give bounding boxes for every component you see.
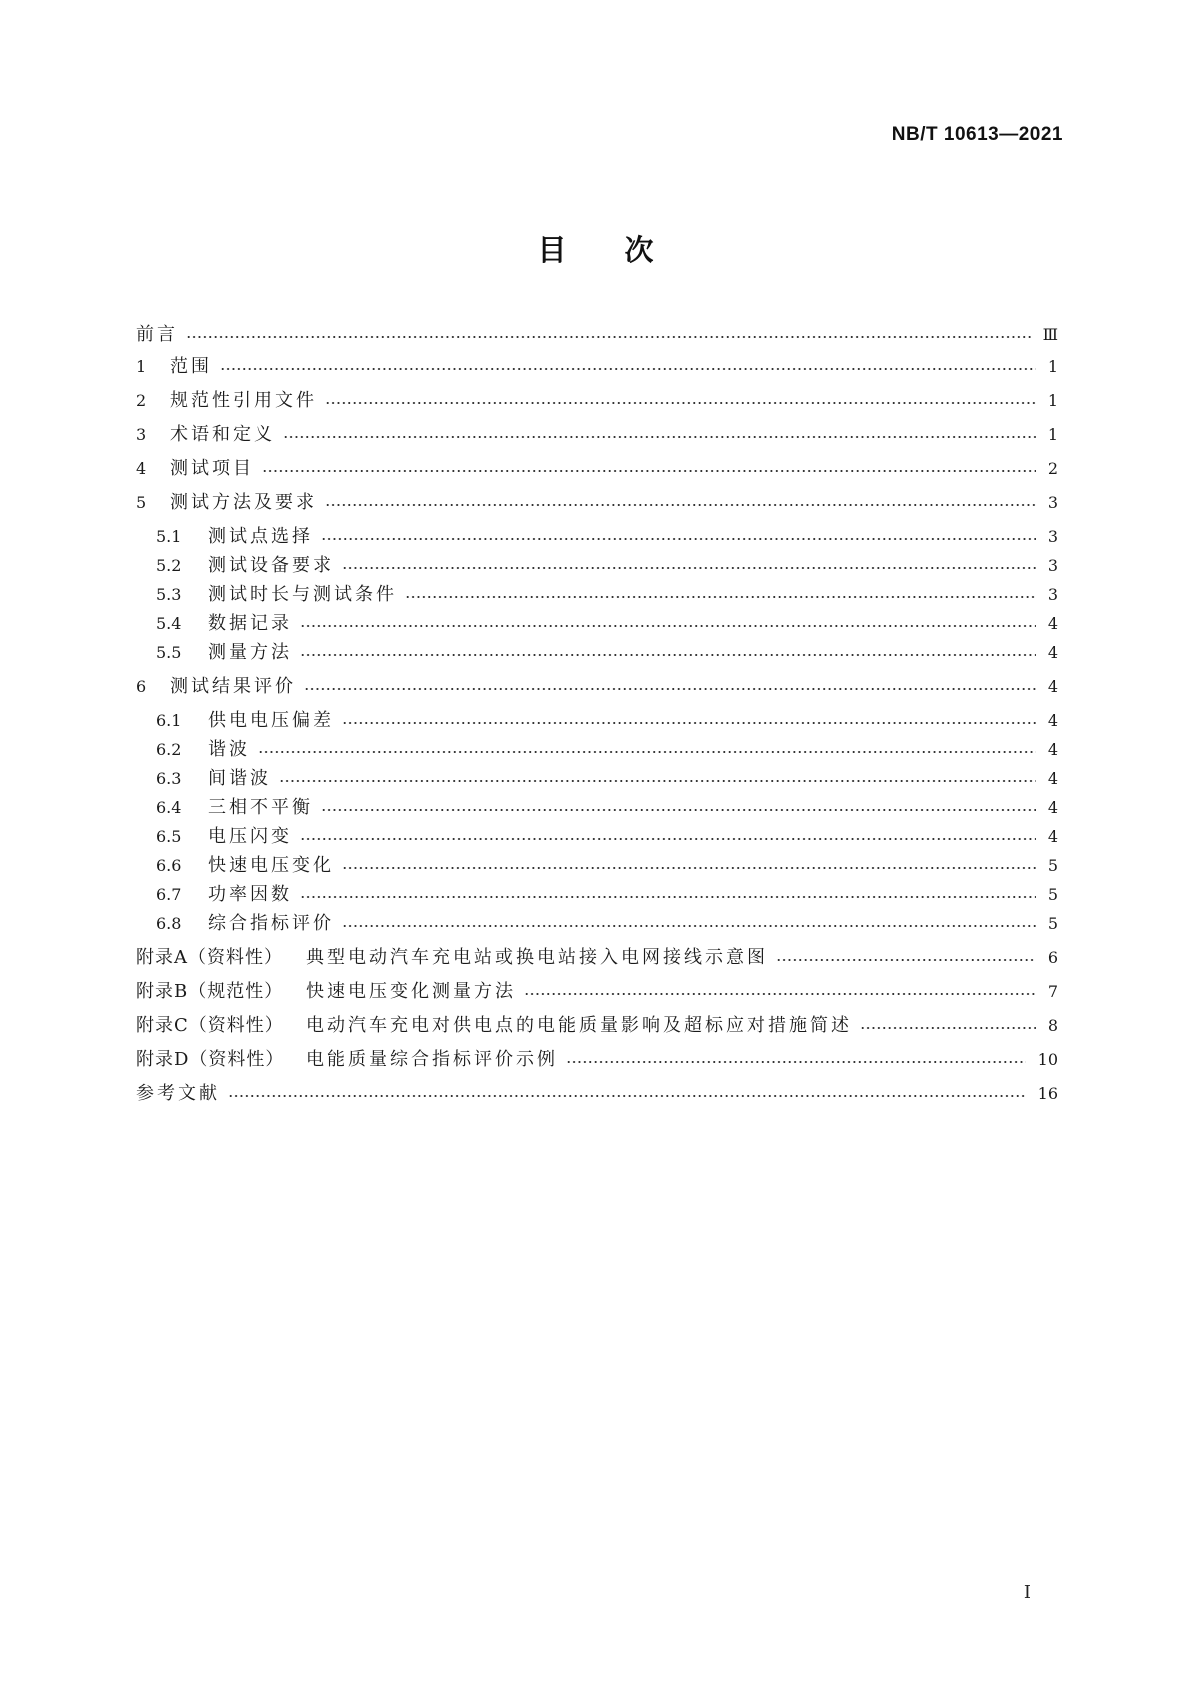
toc-entry-6-8[interactable]: [156, 911, 1058, 937]
toc-entry-6-1[interactable]: [156, 708, 1058, 734]
toc-entry-number: 5.4: [156, 614, 182, 633]
toc-entry-label: 数据记录: [208, 613, 292, 634]
toc-entry-label: 测试结果评价: [170, 676, 296, 697]
toc-entry-6-2[interactable]: [156, 737, 1058, 763]
toc-entry-number: 5.3: [156, 585, 182, 604]
toc-entry-label: 功率因数: [208, 884, 292, 905]
toc-entry-number: 6.2: [156, 740, 182, 759]
toc-entry-label: 测试时长与测试条件: [208, 584, 397, 605]
dot-leader: [342, 566, 1036, 570]
toc-entry-annex-a[interactable]: [136, 945, 1058, 971]
dot-leader: [220, 367, 1036, 371]
toc-entry-page: 2: [1047, 459, 1058, 478]
toc-entry-label: 三相不平衡: [208, 797, 313, 818]
toc-entry-page: 4: [1047, 614, 1058, 633]
toc-entry-6-6[interactable]: [156, 853, 1058, 879]
toc-entry-label: 间谐波: [208, 768, 271, 789]
toc-entry-foreword[interactable]: [136, 322, 1058, 348]
toc-entry-page: 4: [1047, 740, 1058, 759]
toc-entry-label: 综合指标评价: [208, 913, 334, 934]
toc-entry-number: 5.5: [156, 643, 182, 662]
toc-entry-label: 电能质量综合指标评价示例: [306, 1049, 558, 1070]
toc-entry-label: 测量方法: [208, 642, 292, 663]
toc-entry-page: 7: [1047, 982, 1058, 1001]
toc-entry-label: 快速电压变化: [208, 855, 334, 876]
toc-entry-page: 3: [1047, 527, 1058, 546]
dot-leader: [860, 1026, 1036, 1030]
toc-entry-6[interactable]: [136, 674, 1058, 700]
toc-entry-5-2[interactable]: [156, 553, 1058, 579]
dot-leader: [228, 1094, 1026, 1098]
dot-leader: [405, 595, 1036, 599]
toc-entry-5-5[interactable]: [156, 640, 1058, 666]
toc-entry-page: 4: [1047, 769, 1058, 788]
page-title: 目次: [537, 233, 712, 267]
toc-entry-page: 4: [1047, 798, 1058, 817]
toc-entry-page: 8: [1047, 1016, 1058, 1035]
dot-leader: [300, 653, 1036, 657]
toc-entry-page: 1: [1047, 391, 1058, 410]
toc-entry-number: 4: [136, 459, 147, 478]
toc-entry-references[interactable]: [136, 1081, 1058, 1107]
toc-entry-label: 谐波: [208, 739, 250, 760]
dot-leader: [325, 503, 1036, 507]
dot-leader: [279, 779, 1036, 783]
toc-entry-number: 6.4: [156, 798, 182, 817]
toc-entry-4[interactable]: [136, 456, 1058, 482]
toc-entry-page: 4: [1047, 827, 1058, 846]
dot-leader: [258, 750, 1036, 754]
toc-entry-number: 5: [136, 493, 147, 512]
dot-leader: [325, 401, 1036, 405]
dot-leader: [186, 335, 1031, 339]
toc-entry-page: 5: [1047, 856, 1058, 875]
toc-entry-page: 1: [1047, 425, 1058, 444]
dot-leader: [342, 866, 1036, 870]
toc-entry-page: 16: [1037, 1084, 1058, 1103]
toc-entry-number: 5.1: [156, 527, 182, 546]
toc-entry-label: 前言: [136, 324, 178, 345]
toc-entry-label: 测试方法及要求: [170, 492, 317, 513]
toc-entry-page: 5: [1047, 885, 1058, 904]
toc-entry-page: 6: [1047, 948, 1058, 967]
toc-entry-page: 3: [1047, 585, 1058, 604]
toc-entry-label: 参考文献: [136, 1083, 220, 1104]
toc-entry-annex-id: 附录C（资料性）: [136, 1015, 284, 1036]
toc-entry-1[interactable]: [136, 354, 1058, 380]
toc-entry-annex-id: 附录B（规范性）: [136, 981, 284, 1002]
toc-entry-label: 电动汽车充电对供电点的电能质量影响及超标应对措施简述: [306, 1015, 852, 1036]
toc-entry-number: 2: [136, 391, 147, 410]
dot-leader: [300, 895, 1036, 899]
toc-entry-number: 6.5: [156, 827, 182, 846]
toc-entry-label: 快速电压变化测量方法: [306, 981, 516, 1002]
dot-leader: [524, 992, 1036, 996]
toc-entry-label: 测试项目: [170, 458, 254, 479]
dot-leader: [300, 624, 1036, 628]
toc-entry-page: 3: [1047, 556, 1058, 575]
toc-entry-page: 10: [1037, 1050, 1058, 1069]
toc-entry-5-4[interactable]: [156, 611, 1058, 637]
toc-entry-label: 电压闪变: [208, 826, 292, 847]
dot-leader: [300, 837, 1036, 841]
toc-entry-page: 4: [1047, 643, 1058, 662]
toc-entry-number: 6: [136, 677, 147, 696]
dot-leader: [321, 808, 1036, 812]
dot-leader: [321, 537, 1036, 541]
toc-entry-2[interactable]: [136, 388, 1058, 414]
toc-entry-annex-id: 附录D（资料性）: [136, 1049, 285, 1070]
toc-entry-6-3[interactable]: [156, 766, 1058, 792]
toc-entry-6-7[interactable]: [156, 882, 1058, 908]
toc-entry-label: 范围: [170, 356, 212, 377]
toc-entry-page: 5: [1047, 914, 1058, 933]
dot-leader: [776, 958, 1036, 962]
dot-leader: [566, 1060, 1026, 1064]
toc-entry-5-3[interactable]: [156, 582, 1058, 608]
toc-entry-number: 6.3: [156, 769, 182, 788]
toc-entry-page: Ⅲ: [1042, 325, 1058, 344]
toc-entry-number: 1: [136, 357, 147, 376]
toc-entry-page: 4: [1047, 677, 1058, 696]
toc-entry-number: 5.2: [156, 556, 182, 575]
toc-entry-label: 规范性引用文件: [170, 390, 317, 411]
toc-entry-number: 3: [136, 425, 147, 444]
toc-entry-number: 6.6: [156, 856, 182, 875]
toc-entry-5-1[interactable]: [156, 524, 1058, 550]
toc-entry-label: 术语和定义: [170, 424, 275, 445]
standard-number: NB/T 10613—2021: [891, 124, 1063, 145]
toc-entry-label: 测试点选择: [208, 526, 313, 547]
dot-leader: [304, 687, 1036, 691]
toc-entry-page: 4: [1047, 711, 1058, 730]
dot-leader: [283, 435, 1036, 439]
toc-entry-6-4[interactable]: [156, 795, 1058, 821]
toc-entry-page: 1: [1047, 357, 1058, 376]
toc-entry-6-5[interactable]: [156, 824, 1058, 850]
toc-entry-annex-id: 附录A（资料性）: [136, 947, 283, 968]
toc-entry-annex-b[interactable]: [136, 979, 1058, 1005]
toc-entry-label: 供电电压偏差: [208, 710, 334, 731]
toc-entry-3[interactable]: [136, 422, 1058, 448]
toc-entry-page: 3: [1047, 493, 1058, 512]
toc-entry-annex-d[interactable]: [136, 1047, 1058, 1073]
toc-entry-5[interactable]: [136, 490, 1058, 516]
toc-entry-number: 6.7: [156, 885, 182, 904]
dot-leader: [262, 469, 1036, 473]
dot-leader: [342, 924, 1036, 928]
toc-entry-number: 6.1: [156, 711, 182, 730]
toc-entry-label: 测试设备要求: [208, 555, 334, 576]
toc-entry-annex-c[interactable]: [136, 1013, 1058, 1039]
toc-entry-number: 6.8: [156, 914, 182, 933]
toc-entry-label: 典型电动汽车充电站或换电站接入电网接线示意图: [306, 947, 768, 968]
dot-leader: [342, 721, 1036, 725]
page-number: I: [1023, 1582, 1031, 1603]
